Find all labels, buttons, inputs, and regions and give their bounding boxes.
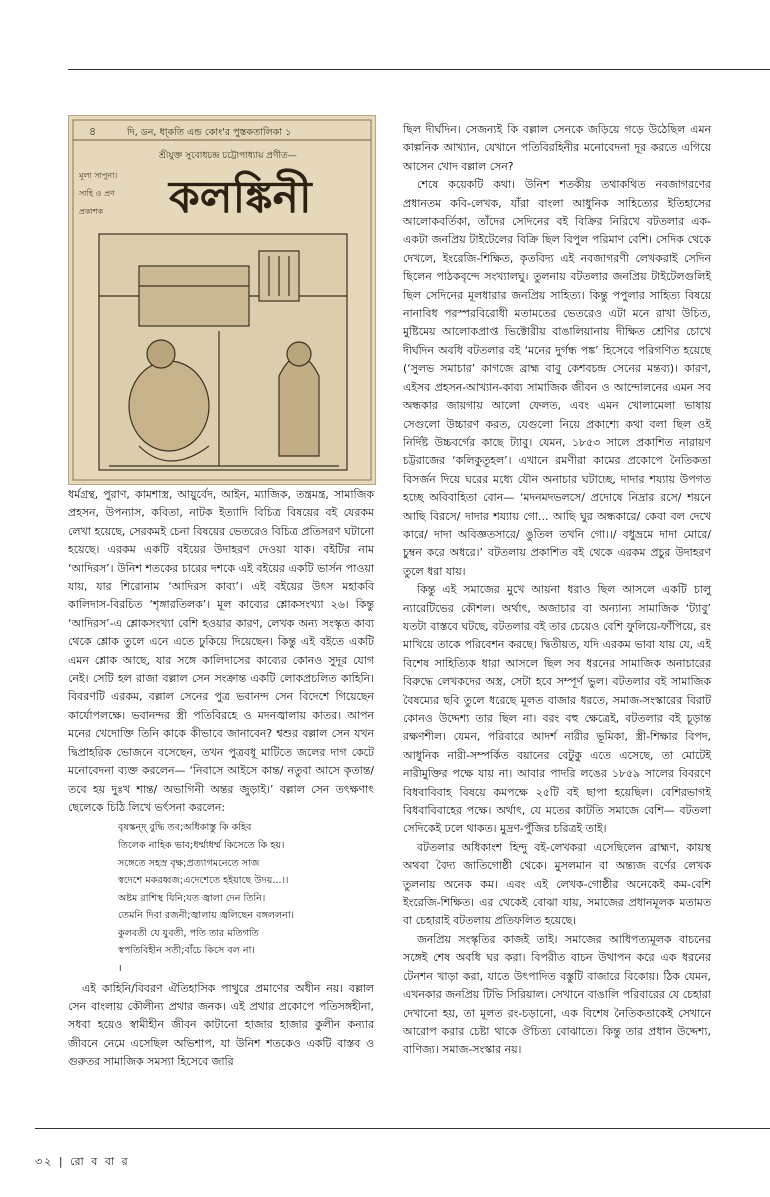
photo-title: কলঙ্কিনী [169,172,312,223]
right-column [403,121,711,1060]
poem-block [118,819,374,977]
poem-line: অষ্টম রাশিস্থ যিনি;যত জ্বালা দেন তিনি। [118,892,266,904]
right-paragraph-2: শেষে কয়েকটি কথা। উনিশ শতকীয় তথাকথিত নবজাগরণের প্রধানতম কবি-লেখক, যাঁরা বাংলা আধুনিক সাহিত্যের ইতিহাসের আলোকবর্তিকা, তাঁদের সেদিনের বই বিক্রির নিরিখে বটতলার এক-একটা জনপ্রিয় টাইটেলের বিক্রি ছিল বিপুল পরিমাণ বেশি। সেদিক থেকে দেখলে, ইংরেজি-শিক্ষিত, কৃতবিদ্য এই নবজাগরণী লেখকরাই সেদিন ছিলেন পাঠকবৃন্দে সংখ্যালঘু। তুলনায় বটতলার জনপ্রিয় টাইটেলগুলিই ছিল সেদিনের মূলধারার জনপ্রিয় সাহিত্য। কিন্তু পপুলার সাহিত্য বিষয়ে নানাবিধ পরস্পরবিরোধী মতামতের ভেতরেও এটা মনে রাখা উচিত, মুষ্টিমেয় আলোকপ্রাপ্ত ভিক্টোরীয় বাঙালিয়ানায় দীক্ষিত শ্রেণির চোখে দীর্ঘদিন অবধি বটতলার বই ‘মনের দুর্গন্ধ পঙ্ক’ হিসেবে পরিগণিত হয়েছে (‘সুলভ সমাচার’ কাগজে ব্রাহ্ম বাবু কেশবচন্দ্র সেনের মন্তব্য)। কারণ, এইসব প্রহসন-আখ্যান-কাব্য সামাজিক জীবন ও আন্দোলনের এমন সব অন্ধকার জায়গায় আলো ফেলত, এবং এমন খোলামেলা ভাষায় সেগুলো উচ্চারণ করত, যেগুলো নিয়ে প্রকাশ্যে কথা বলা ছিল ওই নির্দিষ্ট উচ্চবর্গের কাছে ট্যাবু। যেমন, ১৮৫৩ সালে প্রকাশিত নারায়ণ চট্টরাজের ‘কলিকুতূহল’। এখানে রমণীরা কামের প্রকোপে নৈতিকতা বিসর্জন দিয়ে ঘরের মধ্যে যৌন অনাচার ঘটাচ্ছে, দাদার শয্যায় উপগত হচ্ছে অবিবাহিতা বোন— ‘মদনমদভলসে/ প্রদোষে নিদ্রার রসে/ শয়নে আছি বিরসে/ দাদার শয্যায় গো... আছি ঘুর অন্ধকারে/ কেবা বল দেখে কারে/ দাদা অবিজ্ঞতসারে/ ঙুতিল তখনি গো।।/ বধুভ্রমে দাদা মোরে/ চুম্বন করে অধরে।’ বটতলায় প্রকাশিত বই থেকে এরকম প্রচুর উদাহরণ তুলে ধরা যায়। [403,178,711,578]
poem-line: কুলবতী যে যুবতী, পতি তার মতিগতি [118,927,259,939]
poem-line: স্বদেশে মকরধ্বজ;এদেশেতে হইয়াছে উদয়...।। [118,875,289,887]
left-column [68,486,374,1072]
poem-line: সঙ্গেতে সহস্র বৃক্ষ;প্রত্যাগমনেতে সাজ [118,857,260,869]
poem-line: বৃষস্কন্দ্ বুদ্ধি তব;অধিকাস্তু কি কহিব [118,822,252,834]
poem-line: তিলেক নাহিক ভাব;ধৰ্ম্মাধৰ্ম্ম কিসেতে কি হয়। [118,839,285,851]
book-cover-photo [68,115,376,485]
folio-separator: | [58,1155,71,1168]
left-paragraph-1: ধর্মগ্রন্থ, পুরাণ, কামশাস্ত্র, আয়ুর্বেদ, আইন, ম্যাজিক, তন্ত্রমন্ত্র, সামাজিক প্রহসন, উপন্যাস, কবিতা, নাটক ইত্যাদি বিচিত্র বিষয়ের বই যেরকম লেখা হয়েছে, সেরকমই চেনা বিষয়ের ভেতরেও বিচিত্র প্রতিসরণ ঘটানো হয়েছে। এরকম একটি বইয়ের উদাহরণ দেওয়া যাক। বইটির নাম ‘আদিরস’। উনিশ শতকের চারের দশকে এই বইয়ের একটি ভার্সন পাওয়া যায়, যার শিরোনাম ‘আদিরস কাব্য’। এই বইয়ের উৎস মহাকবি কালিদাস-বিরচিত ‘শৃঙ্গারতিলক’। মূল কাব্যের শ্লোকসংখ্যা ২৬। কিন্তু ‘আদিরস’-এ শ্লোকসংখ্যা বেশি হওয়ার কারণ, লেখক অন্য সংস্কৃত কাব্য থেকে শ্লোক তুলে এনে এতে ঢুকিয়ে দিয়েছেন। কিন্তু এই বইতে একটি এমন শ্লোক আছে, যার সঙ্গে কালিদাসের কাব্যের কোনও সুদূর যোগ নেই। সেটি হল রাজা বল্লাল সেন সংক্রান্ত একটি লোকপ্রচলিত কাহিনি। বিবরণটি এরকম, বল্লাল সেনের পুত্র ভবানন্দ সেন বিদেশে গিয়েছেন কার্যোপলক্ষে। ভবানন্দর স্ত্রী পতিবিরহে ও মদনজ্বালায় কাতর। আপন মনের খেদোক্তি তিনি কাকে কীভাবে জানাবেন? শ্বশুর বল্লাল সেন যখন দ্বিপ্রাহরিক ভোজনে বসেছেন, তখন পুত্রবধূ মাটিতে জলের দাগ কেটে মনোবেদনা ব্যক্ত করলেন— ‘নিবাসে আইসে কান্ত/ নতুবা আসে কৃতান্ত/ তবে হয় দুঃখ শান্ত/ অভাগিনী অন্তর জুড়াই।’ বল্লাল সেন তৎক্ষণাৎ ছেলেকে চিঠি লিখে ভর্ৎসনা করলেন: [68,488,374,814]
poem-line: স্বপতিবিহীন সতী;বাঁচে কিসে বল না। [118,945,255,957]
photo-author-line: শ্রীযুক্ত সুবোধচন্দ্র চট্টোপাধ্যায় প্রণীত— [159,151,297,161]
photo-header: দি, ডন, ধা্কতি এন্ড কোং'র পুস্তকতালিকা ১ [127,127,292,138]
left-paragraph-2: এই কাহিনি/বিবরণ ঐতিহাসিক পাথুরে প্রমাণের অধীন নয়। বল্লাল সেন বাংলায় কৌলীন্য প্রথার জনক। এই প্রথার প্রকোপে পতিসঙ্গহীনা, সধবা হয়েও স্বামীহীন জীবন কাটানো হাজার হাজার কুলীন কন্যার জীবনে নেমে এসেছিল অভিশাপ, যা উনিশ শতকেও একটি বাস্তব ও গুরুতর সামাজিক সমস্যা হিসেবে জারি [68,981,374,1069]
photo-note-2: সাহি ও প্রণ [79,189,115,198]
engraving-illustration [99,234,347,470]
poem-line: তেমনি দিবা রজনী;জ্বালায় জ্বলিছেন বঙ্গললনা। [118,910,295,922]
magazine-name: রো ব বা র [70,1155,130,1168]
right-paragraph-1: ছিল দীর্ঘদিন। সেজন্যই কি বল্লাল সেনকে জড়িয়ে গড়ে উঠেছিল এমন কাল্পনিক আখ্যান, যেখানে পতিবিরহিনীর মনোবেদনা দূর করতে এগিয়ে আসেন খোদ বল্লাল সেন? [403,123,711,173]
photo-note-1: মূল্য সাপুনা। [79,171,118,180]
photo-note-3: প্রকাশক [79,207,104,216]
poem-line: । [118,963,122,975]
top-rule [68,69,770,70]
folio [35,1153,130,1172]
right-paragraph-4: বটতলার অধিকাংশ হিন্দু বই-লেখকরা এসেছিলেন ব্রাহ্মণ, কায়স্থ অথবা বৈদ্য জাতিগোষ্ঠী থেকে। মুসলমান বা অন্ত্যজ বর্ণের লেখক তুলনায় অনেক কম। এবং এই লেখক-গোষ্ঠীর অনেকেই কম-বেশি ইংরেজি-শিক্ষিত। এর থেকেই বোঝা যায়, সমাজের প্রধানমূলক মতামত বা চেহারাই বটতলায় প্রতিফলিত হয়েছে। [403,840,711,928]
bottom-rule [35,1128,770,1129]
right-paragraph-5: জনপ্রিয় সংস্কৃতির কাজই তাই। সমাজের আধিপত্যমূলক বাচনের সঙ্গেই শেষ অবধি ঘর করা। বিপরীত বাচন উথাপন করে এক ধরনের টেনশন খাড়া করা, যাতে উৎপাদিত বস্তুটি বাজারে বিকোয়। ঠিক যেমন, এখনকার জনপ্রিয় টিভি সিরিয়াল। সেখানে বাঙালি পরিবারের যে চেহারা দেখানো হয়, তা মূলত রং-চড়ানো, এক বিশেষ নৈতিকতাকেই সেখানে আরোপ করার চেষ্টা থাকে ঔচিত্য বোঝাতে। কিন্তু তার প্রধান উদ্দেশ্য, বাণিজ্য। সমাজ-সংস্কার নয়। [403,932,711,1057]
photo-page-number: ৪ [89,125,97,138]
page-number: ৩২ [35,1155,54,1168]
right-paragraph-3: কিন্তু এই সমাজের মুখে আয়না ধরাও ছিল আসলে একটি চালু ন্যারেটিভের কৌশল। অর্থাৎ, অজাচার বা অন্যান্য সামাজিক ‘ট্যাবু’ যতটা বাস্তবে ঘটছে, বটতলার বই তার চেয়েও বেশি ফুলিয়ে-ফাঁপিয়ে, রং মাখিয়ে তাকে পরিবেশন করছে। দ্বিতীয়ত, যদি এরকম ভাবা যায় যে, এই বিশেষ সাহিত্যিক ধারা আসলে ছিল সব ধরনের সামাজিক অনাচারের বিরুদ্ধে লেখকদের অস্ত্র, সেটা হবে সম্পূর্ণ ভুল। বটতলার বই সামাজিক বৈষম্যের ছবি তুলে ধরেছে মূলত বাজার ধরতে, সমাজ-সংস্কারের বিরাট কোনও উদ্দেশ্য তার ছিল না। বরং বহু ক্ষেত্রেই, বটতলার বই চূড়ান্ত রক্ষণশীল। যেমন, পরিবারে আদর্শ নারীর ভূমিকা, স্ত্রী-শিক্ষার বিপদ, আধুনিক নারী-সম্পর্কিত বয়ানের বেটুকু এতে এসেছে, তা মোটেই নারীমুক্তির পক্ষে যায় না। আবার পাদরি লঙের ১৮৫৯ সালের বিবরণে বিধবাবিবাহ বিষয়ে কমপক্ষে ২৫টি বই ছাপা হয়েছিল। বেশিরভাগই বিধবাবিবাহের পক্ষে। অর্থাৎ, যে মতের কাটতি সমাজে বেশি— বটতলা সেদিকেই ঢলে থাকত। মুদ্রণ-পুঁজির চরিত্রই তাই। [403,583,711,836]
